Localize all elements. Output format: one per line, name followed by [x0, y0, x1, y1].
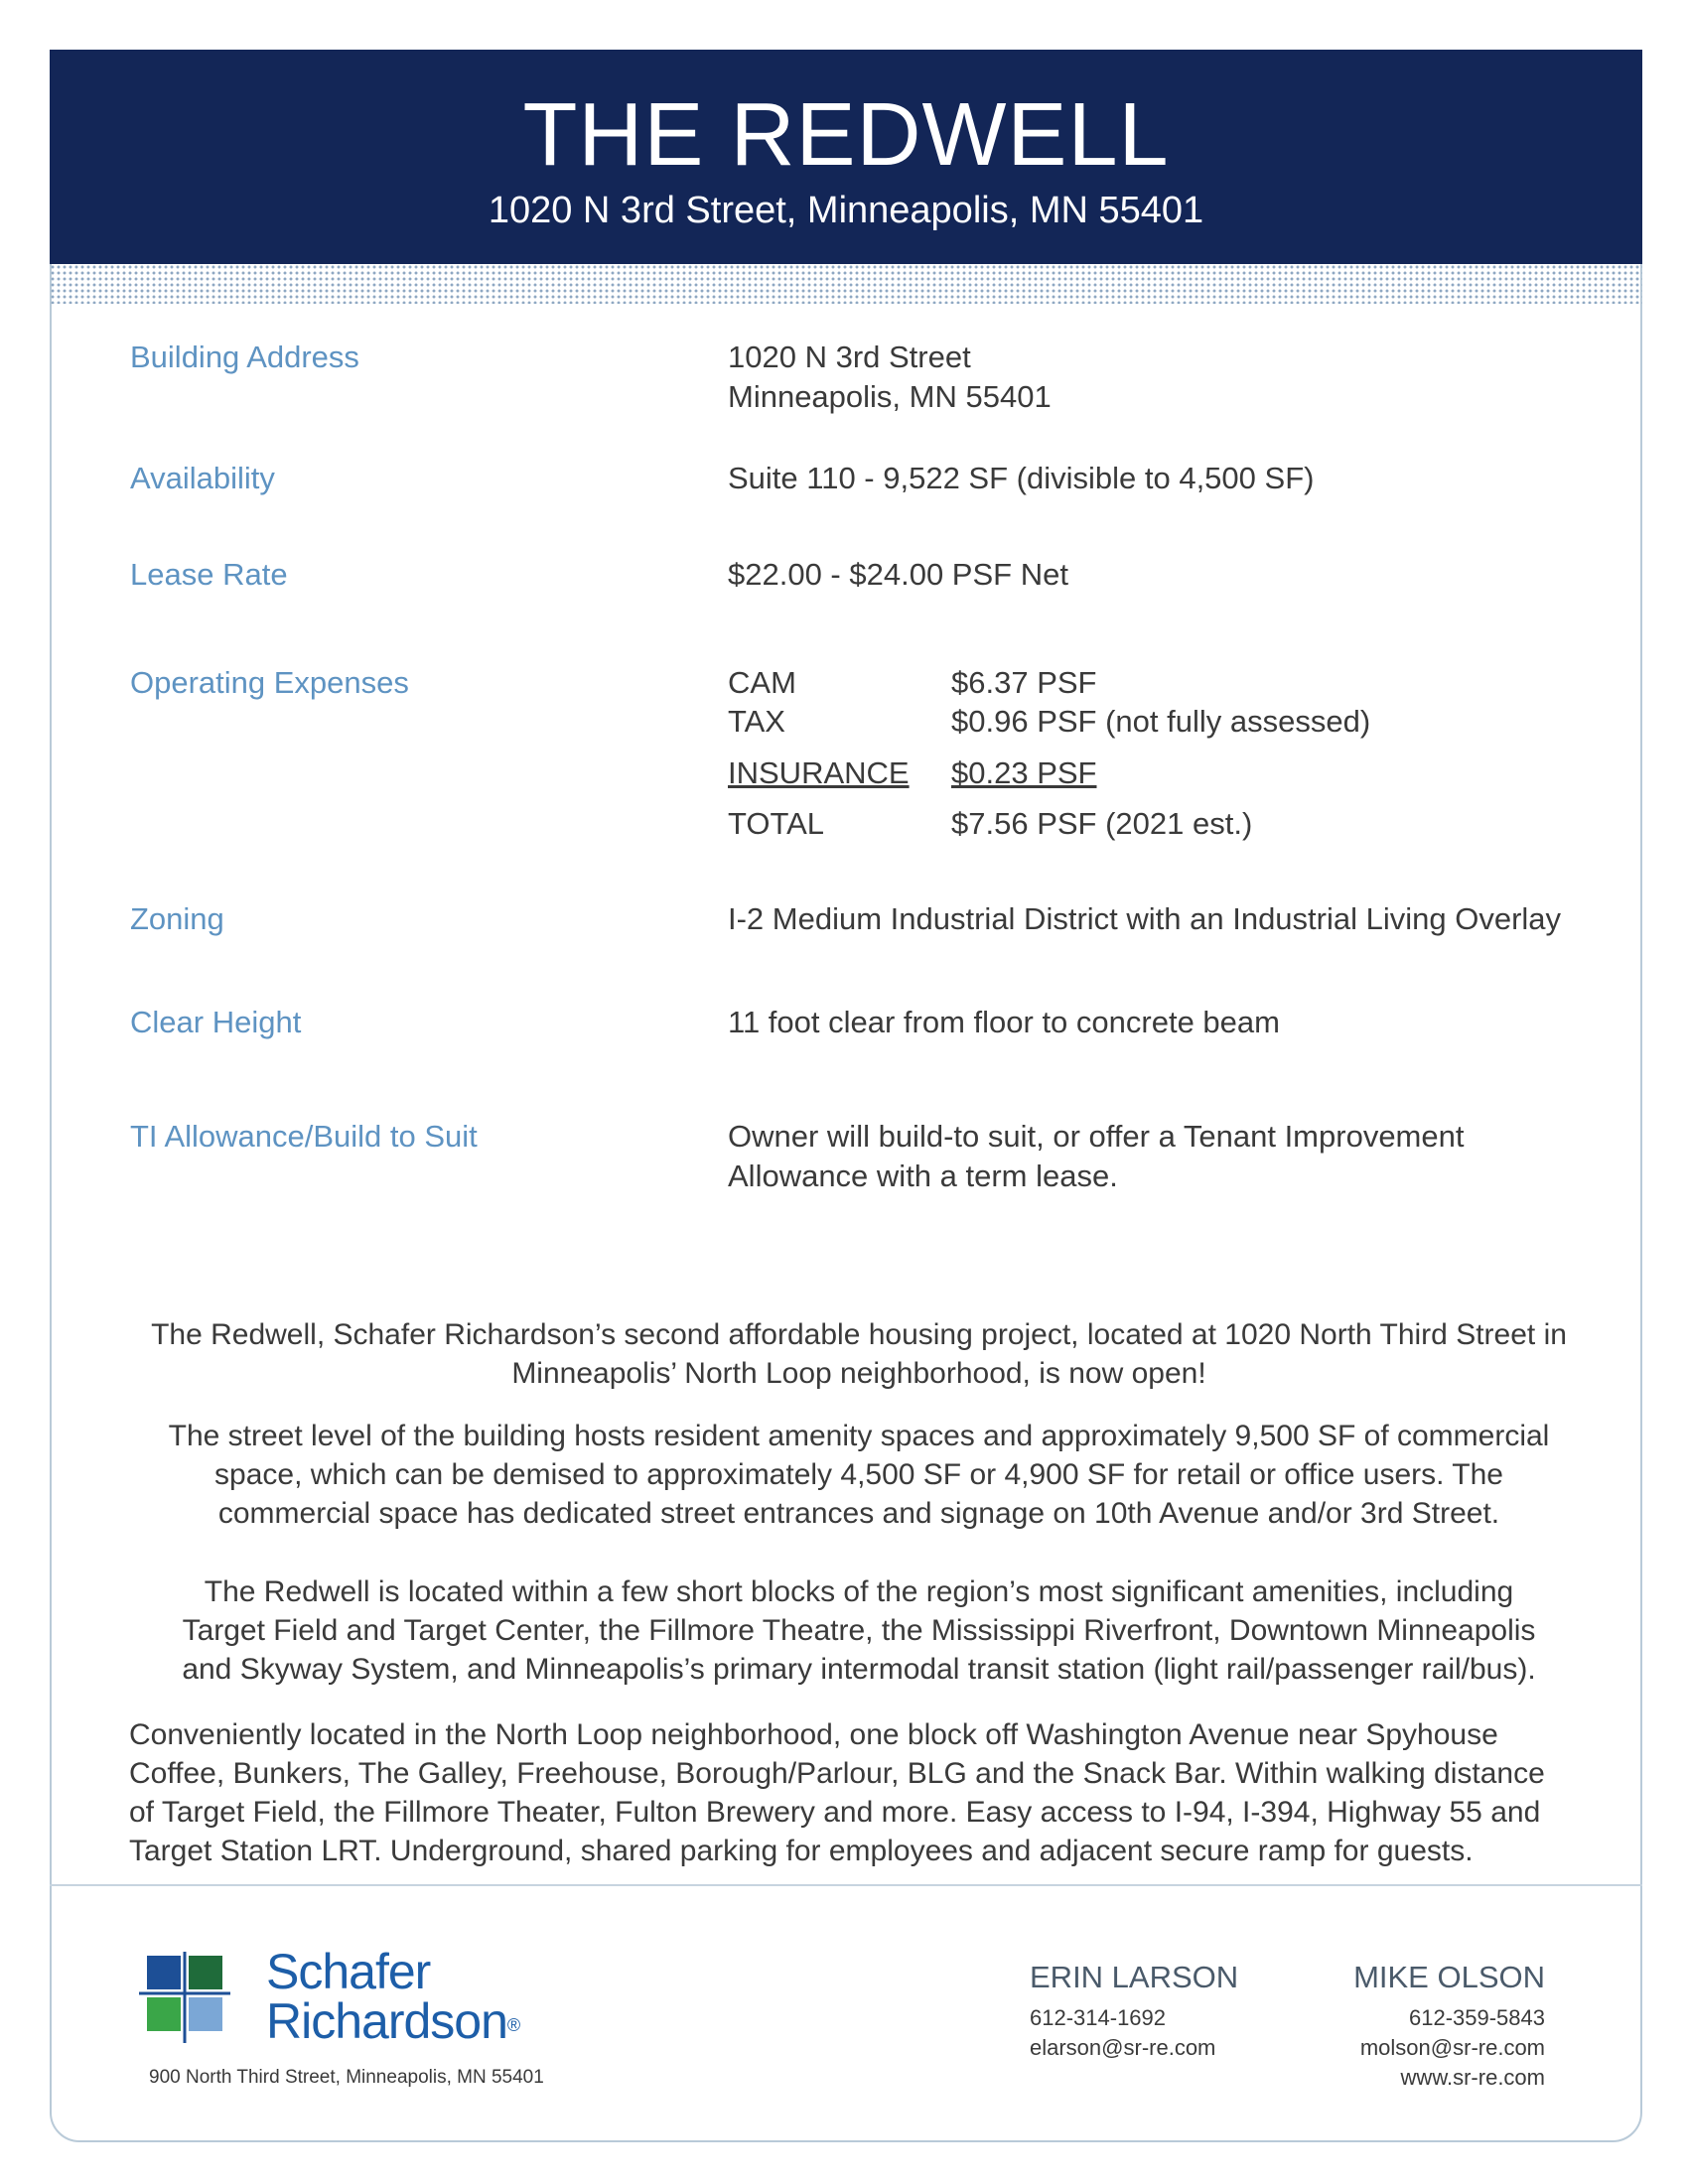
- building-address-line1: 1020 N 3rd Street: [728, 340, 971, 374]
- clear-height-value: 11 foot clear from floor to concrete beam: [728, 1005, 1280, 1039]
- opex-insurance-key: INSURANCE: [728, 755, 910, 790]
- paragraph-line: commercial space has dedicated street entrances and signage on 10th Avenue and/or 3rd Street.: [217, 1497, 1500, 1530]
- logo-wordmark-line1: Schafer: [266, 1944, 431, 1999]
- description-paragraph-1: [129, 1315, 1589, 1393]
- paragraph-line: Conveniently located in the North Loop neighborhood, one block off Washington Avenue near Spyhouse: [129, 1718, 1498, 1751]
- registered-mark: ®: [506, 2015, 520, 2035]
- contact-phone-mike[interactable]: 612-359-5843: [1408, 2005, 1545, 2030]
- footer-address: 900 North Third Street, Minneapolis, MN 55401: [149, 2067, 544, 2088]
- opex-cam-value: $6.37 PSF: [951, 665, 1097, 700]
- page-subtitle: 1020 N 3rd Street, Minneapolis, MN 55401: [488, 190, 1204, 231]
- operating-expenses-label: Operating Expenses: [130, 665, 409, 700]
- dotted-divider: [50, 264, 1642, 304]
- availability-label: Availability: [130, 461, 275, 495]
- paragraph-line: and Skyway System, and Minneapolis’s primary intermodal transit station (light rail/passenger rail/bus).: [182, 1653, 1536, 1686]
- paragraph-line: The Redwell is located within a few short blocks of the region’s most significant amenities, including: [204, 1575, 1514, 1608]
- paragraph-line: The street level of the building hosts resident amenity spaces and approximately 9,500 SF of commercial: [168, 1420, 1550, 1452]
- lease-rate-value: $22.00 - $24.00 PSF Net: [728, 557, 1068, 592]
- zoning-value: I-2 Medium Industrial District with an Industrial Living Overlay: [728, 901, 1562, 936]
- opex-insurance-value: $0.23 PSF: [951, 755, 1097, 790]
- lease-rate-label: Lease Rate: [130, 557, 288, 592]
- description-paragraph-3: [129, 1572, 1589, 1689]
- schafer-richardson-logo-icon: [139, 1952, 230, 2043]
- zoning-label: Zoning: [130, 901, 224, 936]
- ti-allowance-label: TI Allowance/Build to Suit: [130, 1119, 478, 1154]
- footer-divider: [50, 1884, 1642, 1886]
- paragraph-line: of Target Field, the Fillmore Theater, Fulton Brewery and more. Easy access to I-94, I-394, Highway 55 and: [129, 1796, 1541, 1829]
- description-paragraph-4: [129, 1715, 1589, 1870]
- opex-total-value: $7.56 PSF (2021 est.): [951, 806, 1253, 841]
- paragraph-line: Minneapolis’ North Loop neighborhood, is now open!: [511, 1357, 1206, 1390]
- building-address-line2: Minneapolis, MN 55401: [728, 379, 1052, 414]
- opex-tax-value: $0.96 PSF (not fully assessed): [951, 704, 1371, 739]
- paragraph-line: Coffee, Bunkers, The Galley, Freehouse, Borough/Parlour, BLG and the Snack Bar. Within walking distance: [129, 1757, 1545, 1790]
- contact-phone-erin[interactable]: 612-314-1692: [1030, 2005, 1167, 2030]
- page-title: THE REDWELL: [522, 85, 1170, 185]
- logo-wordmark-line2: [266, 1995, 519, 2047]
- contact-name-mike: MIKE OLSON: [1353, 1960, 1545, 1994]
- ti-allowance-line1: Owner will build-to suit, or offer a Tenant Improvement: [728, 1119, 1465, 1154]
- opex-total-key: TOTAL: [728, 806, 825, 841]
- building-address-label: Building Address: [130, 340, 359, 374]
- header-banner: [50, 50, 1642, 264]
- website-link[interactable]: www.sr-re.com: [1400, 2065, 1545, 2090]
- paragraph-line: space, which can be demised to approximately 4,500 SF or 4,900 SF for retail or office users. The: [214, 1458, 1503, 1491]
- opex-tax-key: TAX: [728, 704, 785, 739]
- description-paragraph-2: [129, 1417, 1589, 1533]
- availability-value: Suite 110 - 9,522 SF (divisible to 4,500 SF): [728, 461, 1315, 495]
- contact-email-erin[interactable]: elarson@sr-re.com: [1030, 2035, 1216, 2060]
- opex-cam-key: CAM: [728, 665, 796, 700]
- contact-name-erin: ERIN LARSON: [1030, 1960, 1239, 1994]
- contact-email-mike[interactable]: molson@sr-re.com: [1359, 2035, 1545, 2060]
- clear-height-label: Clear Height: [130, 1005, 302, 1039]
- paragraph-line: Target Field and Target Center, the Fillmore Theatre, the Mississippi Riverfront, Downtown Minneapolis: [182, 1614, 1536, 1647]
- paragraph-line: Target Station LRT. Underground, shared parking for employees and adjacent secure ramp for guests.: [129, 1835, 1474, 1867]
- logo-wordmark-richardson: Richardson: [266, 1993, 507, 2049]
- paragraph-line: The Redwell, Schafer Richardson’s second affordable housing project, located at 1020 North Third Street in: [151, 1318, 1567, 1351]
- ti-allowance-line2: Allowance with a term lease.: [728, 1159, 1118, 1193]
